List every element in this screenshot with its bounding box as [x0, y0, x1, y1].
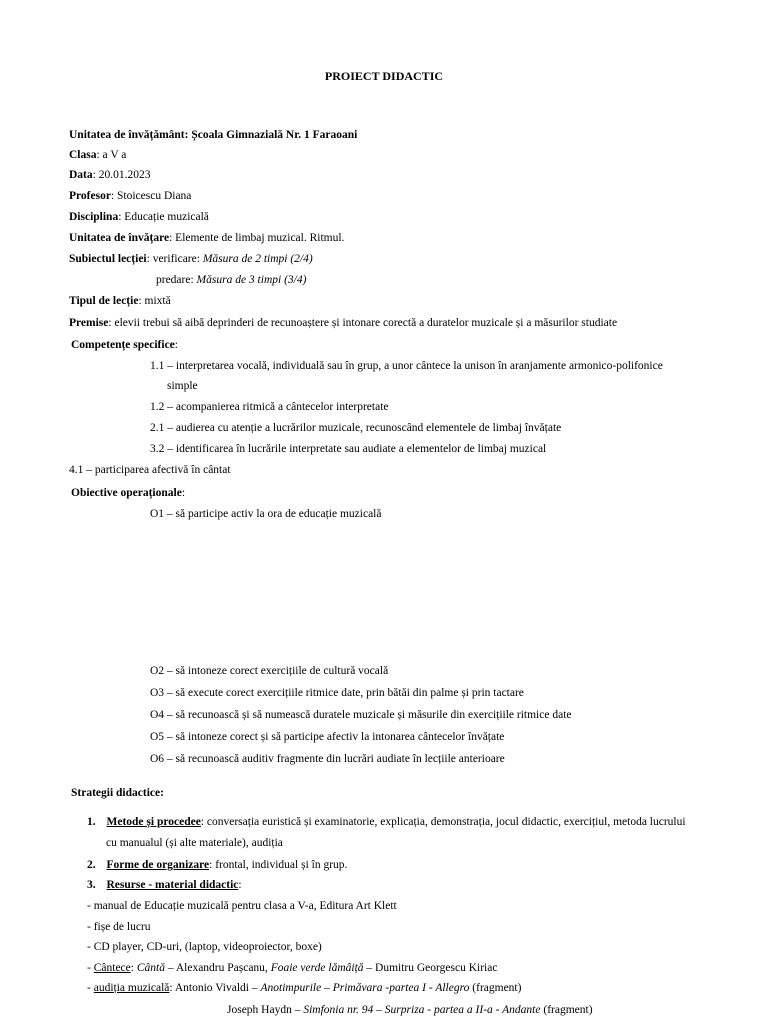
songs-colon: :	[130, 962, 137, 974]
learning-unit-line	[69, 231, 344, 245]
class-value: : a V a	[96, 149, 127, 161]
competences-colon: :	[174, 339, 178, 351]
competences-heading	[71, 338, 178, 352]
competence-item: 1.1 – interpretarea vocală, individuală sau în grup, a unor cântece la unison în aranjamente armonico-polifonice	[150, 360, 663, 372]
strategy-num: 1.	[87, 816, 96, 828]
learning-unit-value: : Elemente de limbaj muzical. Ritmul.	[169, 232, 345, 244]
subject-teach-prefix: predare:	[156, 274, 197, 286]
songs-prefix: -	[87, 962, 94, 974]
school-line	[69, 128, 357, 142]
objective-item: O1 – să participe activ la ora de educație muzicală	[150, 508, 382, 520]
resource-manual: - manual de Educație muzicală pentru clasa a V-a, Editura Art Klett	[87, 900, 397, 912]
strategies-heading	[71, 786, 164, 800]
resource-worksheets: - fișe de lucru	[87, 921, 151, 933]
listening-work-2-suffix: (fragment)	[540, 1004, 593, 1016]
competence-item: 1.2 – acompanierea ritmică a cântecelor interpretate	[150, 401, 389, 413]
teacher-value: : Stoicescu Diana	[110, 190, 192, 202]
subject-teach-line	[156, 273, 306, 287]
premises-line	[69, 316, 617, 330]
lesson-type-value: : mixtă	[138, 295, 171, 307]
objective-item: O2 – să intoneze corect exercițiile de cultură vocală	[150, 665, 389, 677]
subject-teach: Măsura de 3 timpi (3/4)	[196, 274, 307, 286]
strategy-label: Metode și procedee	[106, 816, 201, 828]
premises-label: Premise	[69, 317, 109, 329]
objectives-heading	[71, 486, 185, 500]
class-label: Clasa	[69, 149, 97, 161]
competence-item: 4.1 – participarea afectivă în cântat	[69, 464, 231, 476]
strategy-text: : conversația euristică și examinatorie, explicația, demonstrația, jocul didactic, exercițiul, metoda lucrului	[200, 816, 686, 828]
competence-item: 3.2 – identificarea în lucrările interpretate sau audiate a elementelor de limbaj muzical	[150, 443, 547, 455]
objective-item: O5 – să intoneze corect și să participe afectiv la intonarea cântecelor învățate	[150, 731, 505, 743]
listening-label: audiția muzicală	[93, 982, 170, 994]
lesson-type-line	[69, 294, 171, 308]
date-label: Data	[69, 169, 93, 181]
competences-label: Competențe specifice	[71, 339, 175, 351]
song-2-author: – Dumitru Georgescu Kiriac	[363, 962, 498, 974]
listening-author-2: Joseph Haydn –	[227, 1004, 304, 1016]
songs-label: Cântece	[93, 962, 131, 974]
objective-item: O3 – să execute corect exercițiile ritmice date, prin bătăi din palme și prin tactare	[150, 687, 524, 699]
objectives-label: Obiective operaționale	[71, 487, 182, 499]
song-1-title: Cântă	[136, 962, 165, 974]
strategy-label: Resurse - material didactic	[106, 879, 239, 891]
date-line	[69, 168, 150, 182]
resource-listening	[87, 981, 521, 995]
song-2-title: Foaie verde lămâiță	[270, 962, 364, 974]
listening-work-2: Simfonia nr. 94 – Surpriza - partea a II-a - Andante	[303, 1004, 541, 1016]
strategy-num: 3.	[87, 879, 96, 891]
listening-prefix: -	[87, 982, 94, 994]
listening-work-1-suffix: (fragment)	[469, 982, 522, 994]
strategy-text: :	[238, 879, 242, 891]
objective-item: O6 – să recunoască auditiv fragmente din lucrări audiate în lecțiile anterioare	[150, 753, 505, 765]
lesson-type-label: Tipul de lecție	[69, 295, 139, 307]
strategy-item-2	[87, 858, 347, 872]
strategy-label: Forme de organizare	[106, 859, 210, 871]
discipline-value: : Educație muzicală	[118, 211, 209, 223]
discipline-line	[69, 210, 209, 224]
date-value: : 20.01.2023	[92, 169, 151, 181]
resource-cd: - CD player, CD-uri, (laptop, videoproiector, boxe)	[87, 941, 322, 953]
subject-line	[69, 252, 313, 266]
song-1-author: – Alexandru Pașcanu,	[164, 962, 271, 974]
premises-value: : elevii trebui să aibă deprinderi de recunoaștere și intonare corectă a duratelor muzicale și a măsurilor studiate	[108, 317, 618, 329]
subject-verify: Măsura de 2 timpi (2/4)	[202, 253, 313, 265]
resource-songs	[87, 961, 497, 975]
school-label: Unitatea de învățământ: Școala Gimnazială Nr. 1 Faraoani	[69, 129, 358, 141]
strategy-item-1	[87, 815, 686, 829]
strategy-text: : frontal, individual și în grup.	[209, 859, 348, 871]
objectives-colon: :	[181, 487, 186, 499]
teacher-line	[69, 189, 191, 203]
page-title: PROIECT DIDACTIC	[324, 69, 444, 83]
subject-label: Subiectul lecției	[69, 253, 147, 265]
discipline-label: Disciplina	[69, 211, 119, 223]
class-line	[69, 148, 126, 162]
teacher-label: Profesor	[69, 190, 111, 202]
listening-work-1: Anotimpurile – Primăvara -partea I - Allegro	[260, 982, 470, 994]
strategy-item-1-cont: cu manualul (și alte materiale), audiția	[106, 837, 283, 849]
subject-verify-prefix: : verificare:	[146, 253, 203, 265]
listening-colon: : Antonio Vivaldi –	[169, 982, 261, 994]
competence-item: 2.1 – audierea cu atenție a lucrărilor muzicale, recunoscând elementele de limbaj învățate	[150, 422, 562, 434]
learning-unit-label: Unitatea de învățare	[69, 232, 170, 244]
resource-listening-2	[227, 1003, 593, 1017]
competence-item-cont: simple	[167, 380, 198, 392]
strategies-label: Strategii didactice:	[71, 787, 164, 799]
strategy-num: 2.	[87, 859, 96, 871]
objective-item: O4 – să recunoască și să numească duratele muzicale și măsurile din exercițiile ritmice date	[150, 709, 572, 721]
strategy-item-3	[87, 878, 242, 892]
